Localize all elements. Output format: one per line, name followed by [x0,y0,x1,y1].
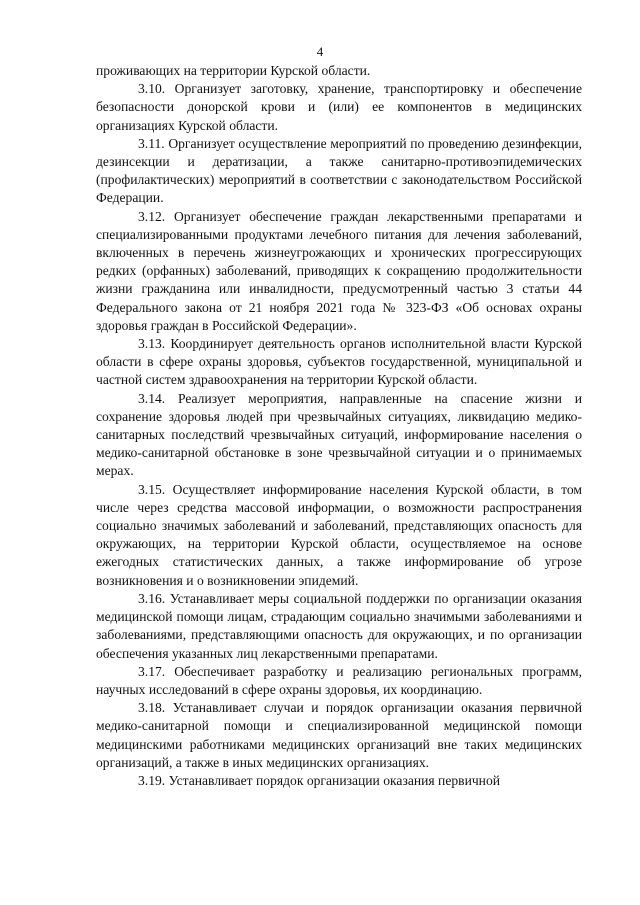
paragraph-3-13: 3.13. Координирует деятельность органов исполнительной власти Курской области в сфере охраны здоровья, субъектов государственной, муниципальной и частной систем здравоохранения на территории Курской области. [96,336,582,388]
paragraph-3-12: 3.12. Организует обеспечение граждан лекарственными препаратами и специализированными продуктами лечебного питания для лечения заболеваний, включенных в перечень жизнеугрожающих и хронических прогрессирующих редких (орфанных) заболеваний, приводящих к сокращению продолжительности жизни гражданина или инвалидности, предусмотренный частью 3 статьи 44 Федерального закона от 21 ноября 2021 года № 323-ФЗ «Об основах охраны здоровья граждан в Российской Федерации». [96,208,582,333]
paragraph-3-18: 3.18. Устанавливает случаи и порядок организации оказания первичной медико-санитарной помощи и специализированной медицинской помощи медицинскими работниками медицинских организаций вне таких медицинских организаций, а также в иных медицинских организациях. [96,700,582,770]
paragraph-3-14: 3.14. Реализует мероприятия, направленные на спасение жизни и сохранение здоровья людей при чрезвычайных ситуациях, ликвидацию медико-санитарных последствий чрезвычайных ситуаций, информирование населения о медико-санитарной обстановке в зоне чрезвычайной ситуации и о принимаемых мерах. [96,390,582,479]
page-number: 4 [316,44,324,59]
paragraph-3-10: 3.10. Организует заготовку, хранение, транспортировку и обеспечение безопасности донорской крови и (или) ее компонентов в медицинских организациях Курской области. [96,81,582,133]
document-body [96,62,582,790]
paragraph-3-11: 3.11. Организует осуществление мероприятий по проведению дезинфекции, дезинсекции и дератизации, а также санитарно-противоэпидемических (профилактических) мероприятий в соответствии с законодательством Российской Федерации. [96,135,582,206]
paragraph-3-16: 3.16. Устанавливает меры социальной поддержки по организации оказания медицинской помощи лицам, страдающим социально значимыми заболеваниями и заболеваниями, представляющими опасность для окружающих, и по организации обеспечения указанных лиц лекарственными препаратами. [96,590,582,661]
paragraph-3-17: 3.17. Обеспечивает разработку и реализацию региональных программ, научных исследований в сфере охраны здоровья, их координацию. [96,663,582,697]
paragraph-3-15: 3.15. Осуществляет информирование населения Курской области, в том числе через средства массовой информации, о возможности распространения социально значимых заболеваний и заболеваний, представляющих опасность для окружающих, на территории Курской области, осуществляемое на основе ежегодных статистических данных, а также информирование об угрозе возникновения и о возникновении эпидемий. [96,481,582,588]
paragraph-continuation: проживающих на территории Курской области. [96,63,371,78]
paragraph-3-19: 3.19. Устанавливает порядок организации оказания первичной [138,772,501,788]
